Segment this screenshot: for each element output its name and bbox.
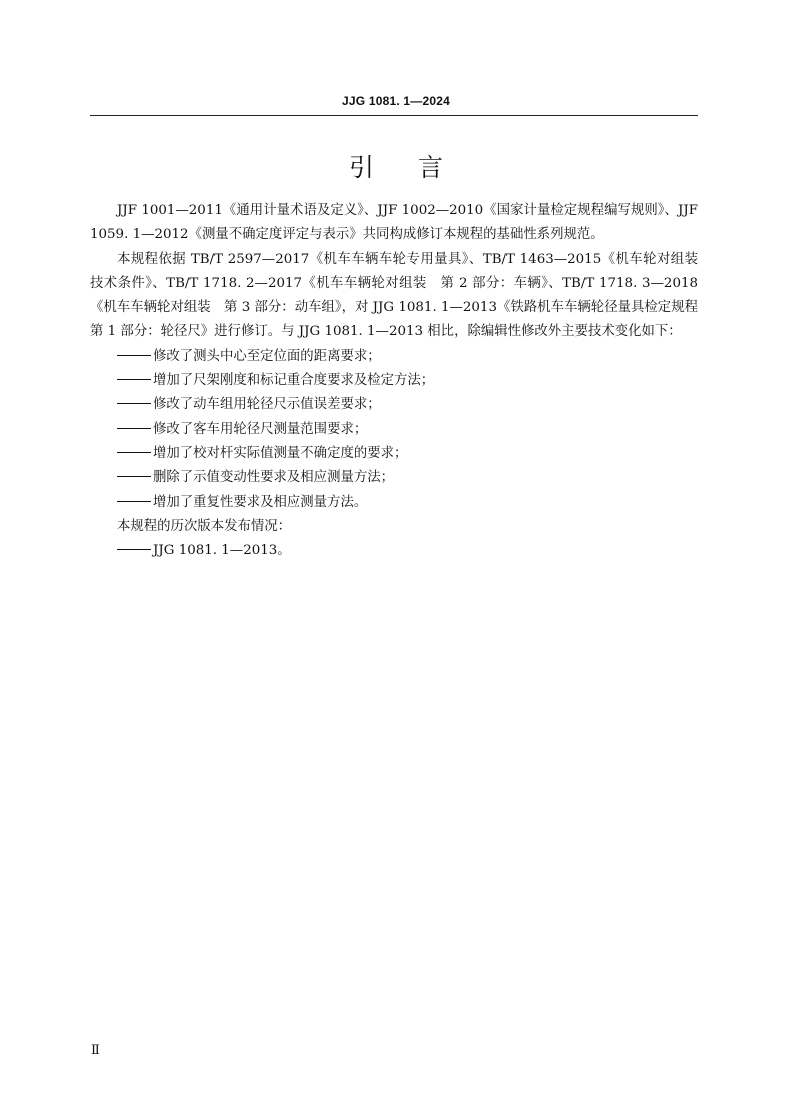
dash-mark bbox=[117, 549, 151, 550]
list-item-text: 修改了测头中心至定位面的距离要求； bbox=[153, 348, 381, 364]
list-item bbox=[90, 418, 698, 442]
foreword-body bbox=[90, 199, 712, 563]
history-item bbox=[90, 539, 698, 563]
list-item-text: 删除了示值变动性要求及相应测量方法； bbox=[153, 470, 395, 486]
history-intro: 本规程的历次版本发布情况： bbox=[117, 518, 292, 534]
list-item-text: 增加了重复性要求及相应测量方法。 bbox=[153, 494, 368, 510]
dash-mark bbox=[117, 355, 151, 356]
dash-mark bbox=[117, 476, 151, 477]
dash-mark bbox=[117, 403, 151, 404]
paragraph-revision-basis: 本规程依据 TB/T 2597—2017《机车车辆车轮专用量具》、TB/T 1463—2015《机车轮对组装技术条件》、TB/T 1718. 2—2017《机车车辆轮对组装 第 2 部分：车辆》、TB/T 1718. 3—2018《机车车辆轮对组装 第 3 部分：动车组》，对 JJG 1081. 1—2013《铁路机车车辆轮径量具检定规程 第 1 部分：轮径尺》进行修订。与 JJG 1081. 1—2013 相比，除编辑性修改外主要技术变化如下： bbox=[90, 251, 712, 340]
list-item-text: 增加了尺架刚度和标记重合度要求及检定方法； bbox=[153, 373, 435, 389]
document-code-header: JJG 1081. 1—2024 bbox=[342, 94, 450, 108]
list-item-text: 增加了校对杆实际值测量不确定度的要求； bbox=[153, 445, 408, 461]
section-title: 引言 bbox=[348, 153, 487, 182]
page-number: Ⅱ bbox=[91, 1043, 100, 1058]
list-item-text: 修改了动车组用轮径尺示值误差要求； bbox=[153, 397, 381, 413]
dash-mark bbox=[117, 428, 151, 429]
list-item bbox=[90, 466, 698, 490]
header-divider bbox=[90, 115, 698, 116]
dash-mark bbox=[117, 379, 151, 380]
list-item bbox=[90, 345, 698, 369]
changes-list bbox=[90, 345, 698, 515]
list-item bbox=[90, 491, 698, 515]
history-item-text: JJG 1081. 1—2013。 bbox=[153, 543, 291, 559]
paragraph-basis-specifications: JJF 1001—2011《通用计量术语及定义》、JJF 1002—2010《国家计量检定规程编写规则》、JJF 1059. 1—2012《测量不确定度评定与表示》共同构成修订本规程的基础性系列规范。 bbox=[90, 203, 698, 243]
list-item bbox=[90, 442, 698, 466]
list-item bbox=[90, 393, 698, 417]
dash-mark bbox=[117, 452, 151, 453]
dash-mark bbox=[117, 501, 151, 502]
list-item-text: 修改了客车用轮径尺测量范围要求； bbox=[153, 421, 368, 437]
list-item bbox=[90, 369, 698, 393]
